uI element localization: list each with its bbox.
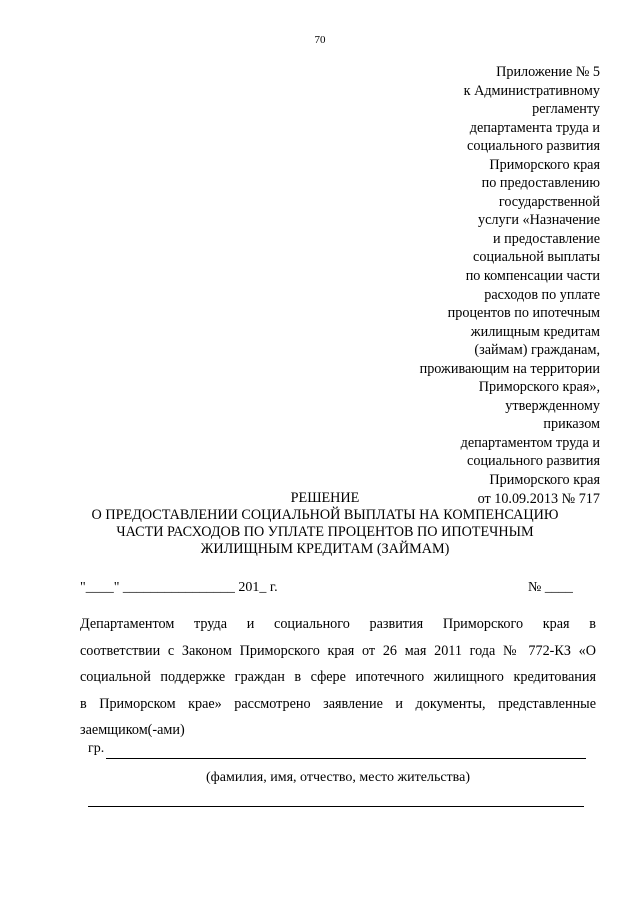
- appendix-line: и предоставление: [493, 230, 600, 247]
- appendix-block: [360, 63, 600, 508]
- appendix-line: социального развития: [467, 138, 600, 155]
- body-line: социальной поддержке граждан в сфере ипотечного жилищного кредитования: [80, 669, 596, 685]
- appendix-line: (займам) гражданам,: [474, 342, 600, 359]
- appendix-line: процентов по ипотечным: [447, 305, 600, 322]
- citizen-label: гр.: [88, 741, 105, 756]
- appendix-line: по компенсации части: [465, 268, 600, 285]
- body-line: в Приморском крае» рассмотрено заявление и документы, представленные: [80, 695, 596, 712]
- document-title: [40, 490, 610, 558]
- appendix-line: утвержденному: [505, 397, 600, 414]
- appendix-line: жилищным кредитам: [470, 323, 600, 340]
- appendix-line: Приморского края: [489, 472, 600, 489]
- page-number: 70: [314, 34, 326, 46]
- title-line: О ПРЕДОСТАВЛЕНИИ СОЦИАЛЬНОЙ ВЫПЛАТЫ НА КОМПЕНСАЦИЮ: [91, 507, 559, 523]
- appendix-line: социальной выплаты: [473, 249, 600, 266]
- body-line: заемщиком(-ами): [80, 722, 185, 738]
- citizen-fill-line: [106, 758, 586, 759]
- body-line: Департаментом труда и социального развития Приморского края в: [80, 616, 596, 632]
- appendix-line: по предоставлению: [481, 175, 600, 192]
- appendix-line: приказом: [543, 416, 600, 433]
- appendix-line: услуги «Назначение: [478, 212, 600, 229]
- body-line: соответствии с Законом Приморского края от 26 мая 2011 года № 772-КЗ «О: [80, 642, 596, 659]
- appendix-line: государственной: [498, 193, 600, 210]
- appendix-line: регламенту: [532, 101, 600, 118]
- number-field: № ____: [528, 580, 573, 595]
- appendix-line: департаментом труда и: [460, 434, 600, 451]
- blank-fill-line: [88, 806, 584, 807]
- body-paragraph: [80, 611, 596, 744]
- appendix-line: Приморского края: [489, 156, 600, 173]
- appendix-line: социального развития: [467, 453, 600, 470]
- citizen-caption: (фамилия, имя, отчество, место жительства): [206, 770, 470, 785]
- appendix-line: Приложение № 5: [496, 64, 600, 80]
- title-line: РЕШЕНИЕ: [290, 490, 360, 506]
- appendix-line: Приморского края»,: [478, 379, 600, 396]
- appendix-line: к Административному: [463, 82, 600, 99]
- date-field: "____" ________________ 201_ г.: [80, 580, 278, 595]
- title-line: ЧАСТИ РАСХОДОВ ПО УПЛАТЕ ПРОЦЕНТОВ ПО ИПОТЕЧНЫМ: [116, 524, 534, 540]
- title-line: ЖИЛИЩНЫМ КРЕДИТАМ (ЗАЙМАМ): [200, 541, 450, 557]
- appendix-line: расходов по уплате: [484, 286, 600, 303]
- appendix-line: проживающим на территории: [419, 360, 600, 377]
- appendix-line: от 10.09.2013 № 717: [477, 490, 600, 507]
- appendix-line: департамента труда и: [469, 119, 600, 136]
